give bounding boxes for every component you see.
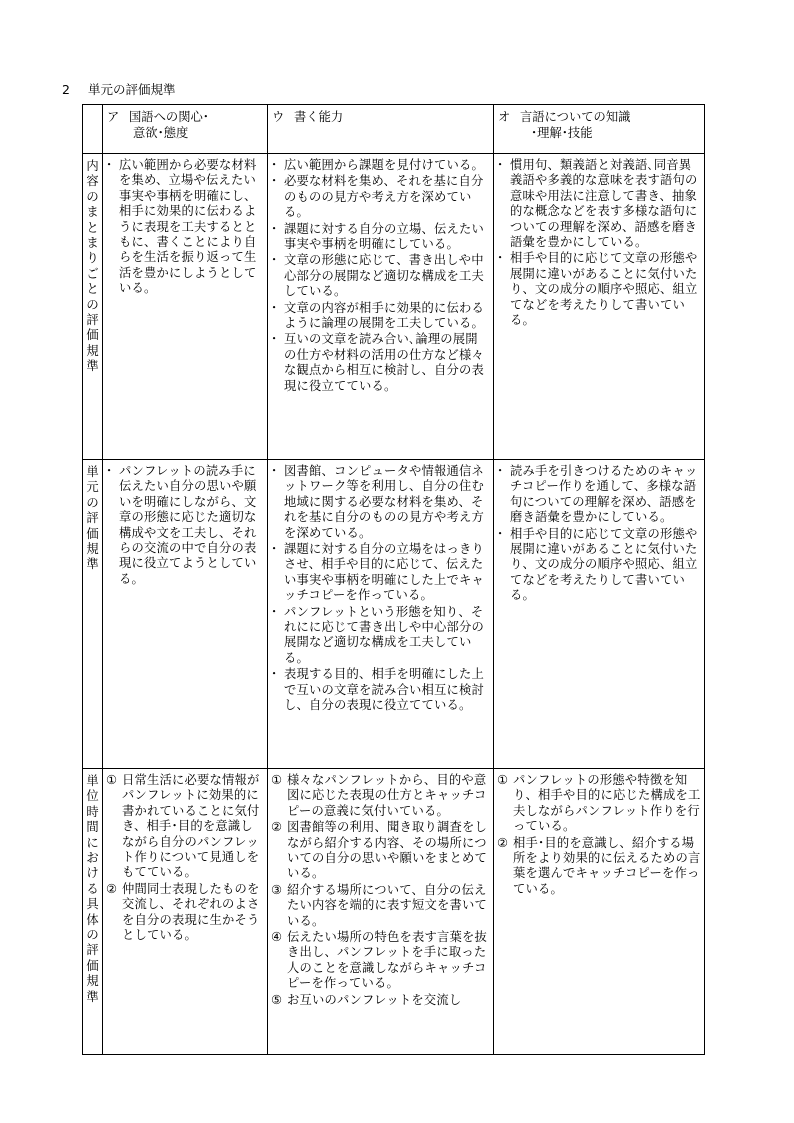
row-label-char: 時: [86, 804, 99, 819]
list-item: [497, 158, 701, 250]
list-item: [106, 158, 264, 297]
bullet-marker: ①: [106, 773, 118, 787]
bullet-marker: ･: [271, 332, 278, 347]
list-item: [271, 883, 490, 929]
criteria-text: パンフレットの形態や特徴を知り、相手や目的に応じた構成を工夫しながらパンフレット作りを行っている。: [513, 773, 701, 834]
criteria-cell: [103, 460, 268, 769]
bullet-marker: ･: [497, 526, 504, 541]
row-label-char: る: [86, 881, 99, 896]
row-label-char: の: [86, 297, 99, 312]
bullet-marker: ④: [271, 930, 283, 945]
row-label-char: 具: [86, 897, 99, 912]
criteria-cell: [268, 154, 494, 460]
criteria-text: 仲間同士表現したものを交流し、それぞれのよさを自分の表現に生かそうとしている。: [122, 881, 260, 943]
column-title: 国語への関心･: [129, 110, 209, 124]
criteria-cell: [494, 460, 705, 769]
list-item: [271, 253, 490, 299]
list-item: [271, 773, 490, 819]
row-label-char: 準: [86, 557, 99, 572]
row-label-char: の: [86, 928, 99, 943]
row-label-char: 体: [86, 912, 99, 927]
criteria-text: 様々なパンフレットから、目的や意図に応じた表現の仕方とキャッチコピーの意義に気付いている。: [287, 773, 487, 818]
row-label-char: り: [86, 251, 99, 266]
row-label-char: 評: [86, 313, 99, 328]
section-heading: [62, 80, 176, 98]
bullet-marker: ･: [106, 158, 113, 172]
criteria-list: [268, 769, 493, 1008]
criteria-cell: [103, 769, 268, 1055]
criteria-cell: [494, 154, 705, 460]
list-item: [271, 930, 490, 992]
criteria-list: [268, 154, 493, 394]
row-label-char: ま: [86, 205, 99, 220]
list-item: [271, 993, 490, 1008]
row-label-char: 間: [86, 820, 99, 835]
list-item: [497, 527, 701, 604]
column-title-line2: 意欲･態度: [133, 126, 189, 140]
section-number: 2: [62, 82, 70, 97]
criteria-cell: [268, 769, 494, 1055]
criteria-text: お互いのパンフレットを交流し: [287, 992, 462, 1007]
bullet-marker: ･: [271, 300, 278, 315]
list-item: [271, 542, 490, 604]
row-label-char: ま: [86, 236, 99, 251]
bullet-marker: ･: [497, 251, 504, 266]
row-label-char: と: [86, 282, 99, 297]
row-label-char: 容: [86, 174, 99, 189]
criteria-text: 必要な材料を集め、それを基に自分のものの見方や考え方を深めている。: [284, 174, 484, 220]
list-item: [271, 222, 490, 253]
bullet-marker: ･: [106, 464, 113, 478]
row-label-char: 元: [86, 480, 99, 495]
column-header-language: [494, 105, 705, 154]
row-label: [83, 154, 103, 460]
bullet-marker: ･: [497, 158, 504, 172]
criteria-text: 慣用句、類義語と対義語､同音異義語や多義的な意味を表す語句の意味や用法に注意して書き、抽象的な概念などを表す多様な語句についての理解を深め、語感を磨き語彙を豊かにしている。: [510, 158, 698, 250]
criteria-text: 図書館、コンピュータや情報通信ネットワーク等を利用し、自分の住む地域に関する必要な材料を集め、それを基に自分のものの見方や考え方を深めている。: [284, 464, 484, 540]
list-item: [271, 174, 490, 220]
row-label-char: け: [86, 866, 99, 881]
criteria-text: 表現する目的、相手を明確にした上で互いの文章を読み合い相互に検討し、自分の表現に役立てている。: [284, 667, 484, 713]
bullet-marker: ①: [497, 773, 509, 787]
list-item: [271, 301, 490, 332]
bullet-marker: ･: [271, 542, 278, 557]
criteria-list: [494, 769, 704, 897]
criteria-list: [268, 460, 493, 714]
row-label-char: 規: [86, 974, 99, 989]
table-row: [83, 460, 705, 769]
bullet-marker: ･: [271, 604, 278, 619]
row-label-char: 規: [86, 343, 99, 358]
criteria-text: 課題に対する自分の立場をはっきりさせ、相手や目的に応じて、伝えたい事実や事柄を明確にした上でキャッチコピーを作っている。: [284, 542, 484, 603]
row-label-char: と: [86, 220, 99, 235]
row-label-char: 位: [86, 789, 99, 804]
row-label-char: 単: [86, 774, 99, 788]
row-label-char: 規: [86, 542, 99, 557]
row-label-char: 評: [86, 511, 99, 526]
list-item: [271, 820, 490, 882]
criteria-list: [103, 154, 267, 297]
criteria-list: [103, 769, 267, 943]
section-title: 単元の評価規準: [88, 82, 176, 97]
row-label-char: 価: [86, 328, 99, 343]
criteria-text: 互いの文章を読み合い､論理の展開の仕方や材料の活用の仕方など様々な観点から相互に検討し、自分の表現に役立てている。: [284, 332, 484, 393]
column-tag: ウ: [272, 110, 285, 124]
bullet-marker: ･: [497, 464, 504, 478]
column-title-line2: ･理解･技能: [531, 126, 593, 140]
row-label-char: 価: [86, 958, 99, 973]
row-label-char: 単: [86, 465, 99, 479]
bullet-marker: ②: [497, 835, 509, 850]
column-title: 書く能力: [294, 110, 344, 124]
criteria-text: 相手･目的を意識し、紹介する場所をより効果的に伝えるための言葉を選んでキャッチコピーを作っている。: [513, 835, 701, 896]
row-label-char: お: [86, 851, 99, 866]
row-label-char: 価: [86, 526, 99, 541]
row-label-char: ご: [86, 266, 99, 281]
criteria-text: 日常生活に必要な情報がパンフレットに効果的に書かれていることに気付き、相手･目的を意識しながら自分のパンフレット作りについて見通しをもてている。: [122, 773, 260, 880]
bullet-marker: ･: [271, 464, 278, 478]
list-item: [497, 773, 701, 835]
criteria-list: [103, 460, 267, 587]
row-label-char: 準: [86, 989, 99, 1004]
list-item: [271, 464, 490, 541]
list-item: [106, 773, 264, 881]
column-tag: オ: [498, 110, 511, 124]
bullet-marker: ②: [106, 881, 118, 896]
bullet-marker: ③: [271, 882, 283, 897]
criteria-text: 文章の形態に応じて、書き出しや中心部分の展開など適切な構成を工夫している。: [284, 253, 484, 299]
column-header-interest: [103, 105, 268, 154]
criteria-cell: [494, 769, 705, 1055]
bullet-marker: ⑤: [271, 992, 283, 1007]
corner-cell: [83, 105, 103, 154]
column-header-writing: [268, 105, 494, 154]
list-item: [271, 332, 490, 394]
criteria-text: 相手や目的に応じて文章の形態や展開に違いがあることに気付いたり、文の成分の順序や照応、組立てなどを考えたりして書いている。: [510, 526, 698, 603]
bullet-marker: ･: [271, 158, 278, 172]
row-label-char: に: [86, 835, 99, 850]
criteria-list: [494, 154, 704, 328]
bullet-marker: ①: [271, 773, 283, 787]
list-item: [106, 882, 264, 944]
row-label-char: 準: [86, 359, 99, 374]
bullet-marker: ･: [271, 174, 278, 189]
list-item: [106, 464, 264, 587]
row-label-char: 評: [86, 943, 99, 958]
criteria-text: 課題に対する自分の立場、伝えたい事実や事柄を明確にしている。: [284, 221, 484, 252]
criteria-list: [494, 460, 704, 604]
criteria-text: 相手や目的に応じて文章の形態や展開に違いがあることに気付いたり、文の成分の順序や照応、組立てなどを考えたりして書いている。: [510, 251, 698, 328]
list-item: [271, 605, 490, 667]
row-label-char: 内: [86, 159, 99, 173]
criteria-cell: [103, 154, 268, 460]
criteria-text: 広い範囲から必要な材料を集め、立場や伝えたい事実や事柄を明確にし、相手に効果的に伝わるように表現を工夫するとともに、書くことにより自らを生活を振り返って生活を豊かにしようとしている。: [119, 158, 257, 296]
list-item: [271, 158, 490, 173]
list-item: [271, 667, 490, 713]
criteria-text: 紹介する場所について、自分の伝えたい内容を端的に表す短文を書いている。: [287, 882, 487, 928]
criteria-text: 読み手を引きつけるためのキャッチコピー作りを通して、多様な語句についての理解を深め、語感を磨き語彙を豊かにしている。: [510, 464, 698, 525]
column-tag: ア: [107, 110, 120, 124]
criteria-text: 図書館等の利用、聞き取り調査をしながら紹介する内容、その場所についての自分の思いや願いをまとめている。: [287, 820, 487, 881]
evaluation-criteria-table: [82, 104, 705, 1055]
criteria-text: パンフレットという形態を知り、それにに応じて書き出しや中心部分の展開など適切な構成を工夫している。: [284, 604, 484, 665]
criteria-text: 伝えたい場所の特色を表す言葉を抜き出し、パンフレットを手に取った人のことを意識しながらキャッチコピーを作っている。: [287, 930, 487, 991]
list-item: [497, 251, 701, 328]
bullet-marker: ②: [271, 820, 283, 835]
bullet-marker: ･: [271, 253, 278, 268]
row-label-char: の: [86, 495, 99, 510]
list-item: [497, 464, 701, 526]
row-label-char: の: [86, 189, 99, 204]
table-row: [83, 769, 705, 1055]
criteria-text: 広い範囲から課題を見付けている。: [284, 158, 484, 172]
criteria-text: 文章の内容が相手に効果的に伝わるように論理の展開を工夫している。: [284, 300, 484, 331]
table-row: [83, 154, 705, 460]
row-label: [83, 460, 103, 769]
list-item: [497, 836, 701, 898]
criteria-cell: [268, 460, 494, 769]
header-row: [83, 105, 705, 154]
criteria-text: パンフレットの読み手に伝えたい自分の思いや願いを明確にしながら、文章の形態に応じた適切な構成や文を工夫し、それらの交流の中で自分の表現に役立てようとしている。: [119, 464, 257, 586]
bullet-marker: ･: [271, 667, 278, 682]
bullet-marker: ･: [271, 221, 278, 236]
column-title: 言語についての知識: [520, 110, 631, 124]
row-label: [83, 769, 103, 1055]
